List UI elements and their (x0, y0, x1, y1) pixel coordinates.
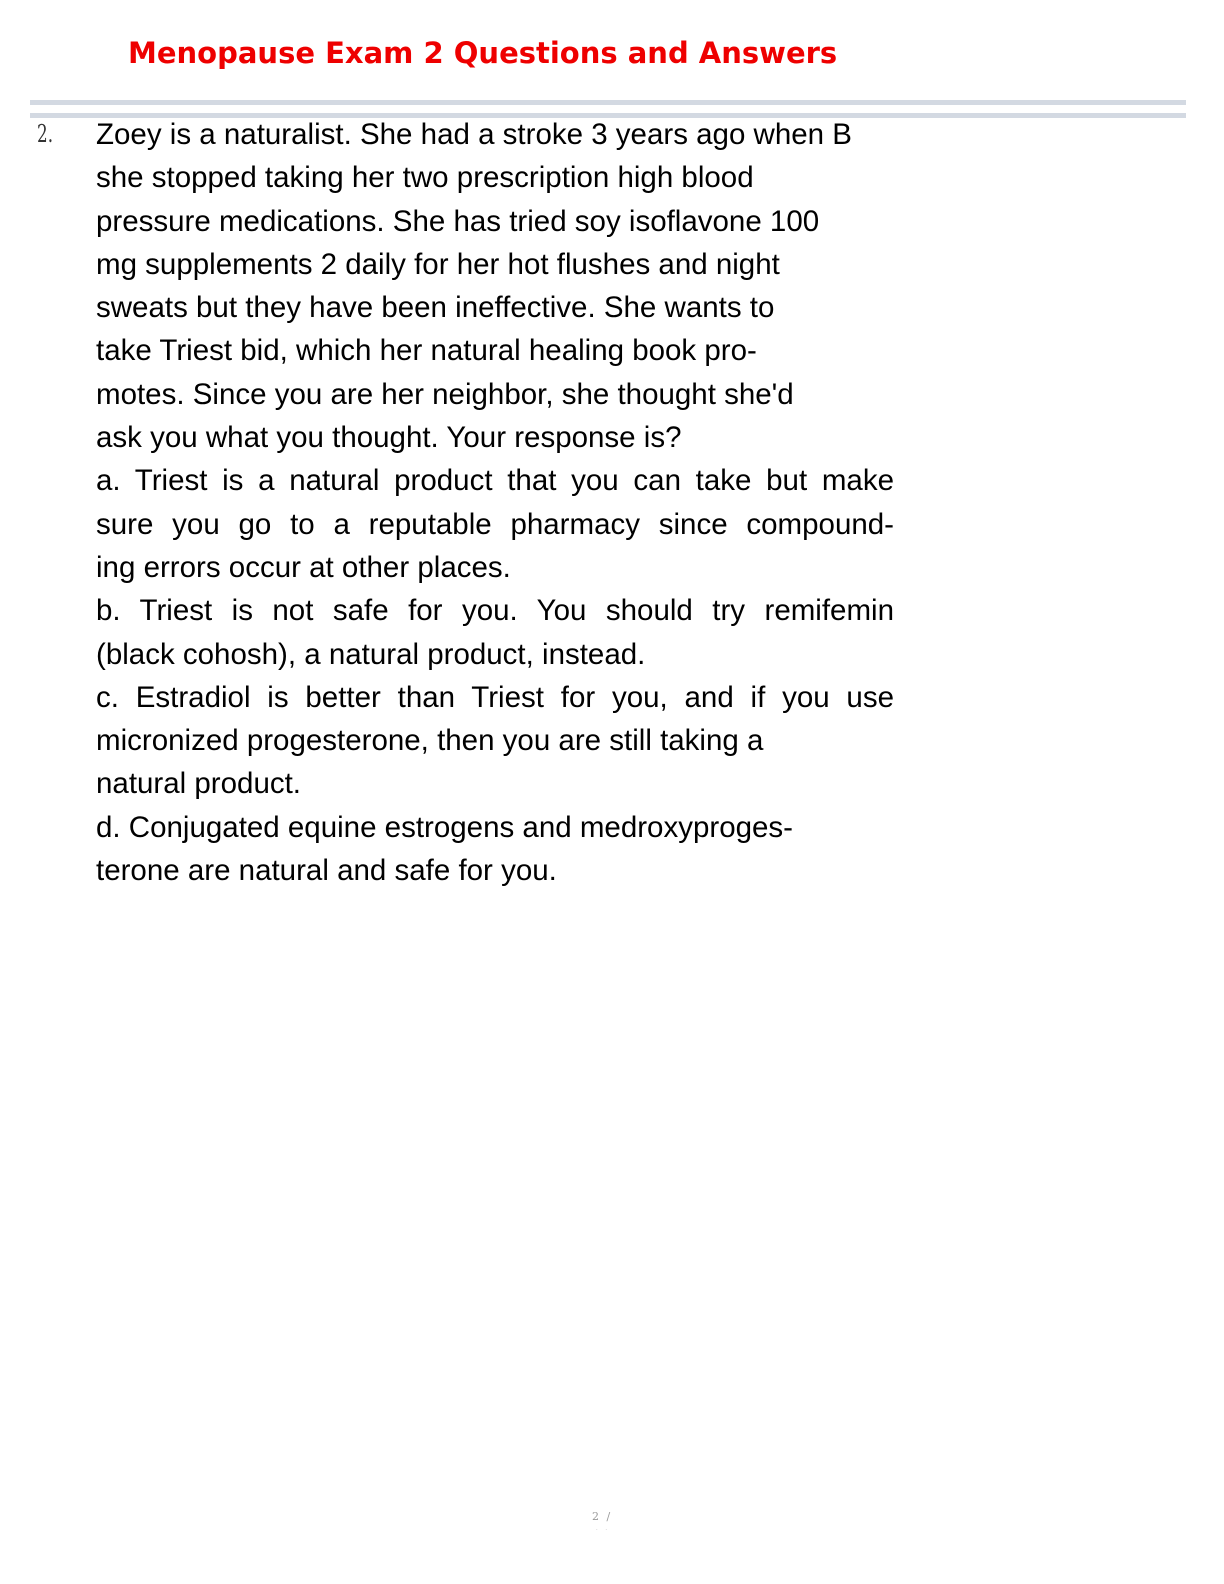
stem-line: take Triest bid, which her natural healing book pro- (96, 334, 757, 368)
document-title: Menopause Exam 2 Questions and Answers (128, 36, 838, 70)
option-b-line: (black cohosh), a natural product, instead. (96, 637, 646, 671)
option-d (96, 806, 926, 893)
option-a-line: sure you go to a reputable pharmacy since compound- (96, 507, 894, 541)
stem-line: ask you what you thought. Your response is? (96, 421, 682, 455)
option-c-line: micronized progesterone, then you are still taking a (96, 724, 764, 758)
header-divider-top (30, 100, 1186, 105)
option-b-line: b. Triest is not safe for you. You should try remifemin (96, 594, 894, 628)
page-number-dots: . . (596, 1526, 611, 1532)
stem-line: Zoey is a naturalist. She had a stroke 3 years ago when B (96, 118, 852, 151)
stem-line: sweats but they have been ineffective. She wants to (96, 291, 775, 325)
stem-line: pressure medications. She has tried soy isoflavone 100 (96, 204, 820, 238)
question-block (96, 113, 926, 892)
option-c (96, 676, 926, 806)
option-a-line: ing errors occur at other places. (96, 550, 511, 584)
question-number: 2. (37, 120, 54, 148)
page-number: 2 / (592, 1510, 613, 1523)
stem-line: she stopped taking her two prescription high blood (96, 161, 754, 195)
option-b (96, 589, 926, 676)
option-c-line: natural product. (96, 767, 301, 801)
option-a (96, 459, 926, 589)
stem-line: motes. Since you are her neighbor, she thought she'd (96, 377, 794, 411)
option-c-line: c. Estradiol is better than Triest for you, and if you use (96, 680, 894, 714)
option-d-line: terone are natural and safe for you. (96, 854, 557, 888)
option-d-line: d. Conjugated equine estrogens and medroxyproges- (96, 810, 793, 844)
question-stem (96, 113, 926, 459)
option-a-line: a. Triest is a natural product that you can take but make (96, 464, 894, 498)
stem-line: mg supplements 2 daily for her hot flushes and night (96, 247, 780, 281)
